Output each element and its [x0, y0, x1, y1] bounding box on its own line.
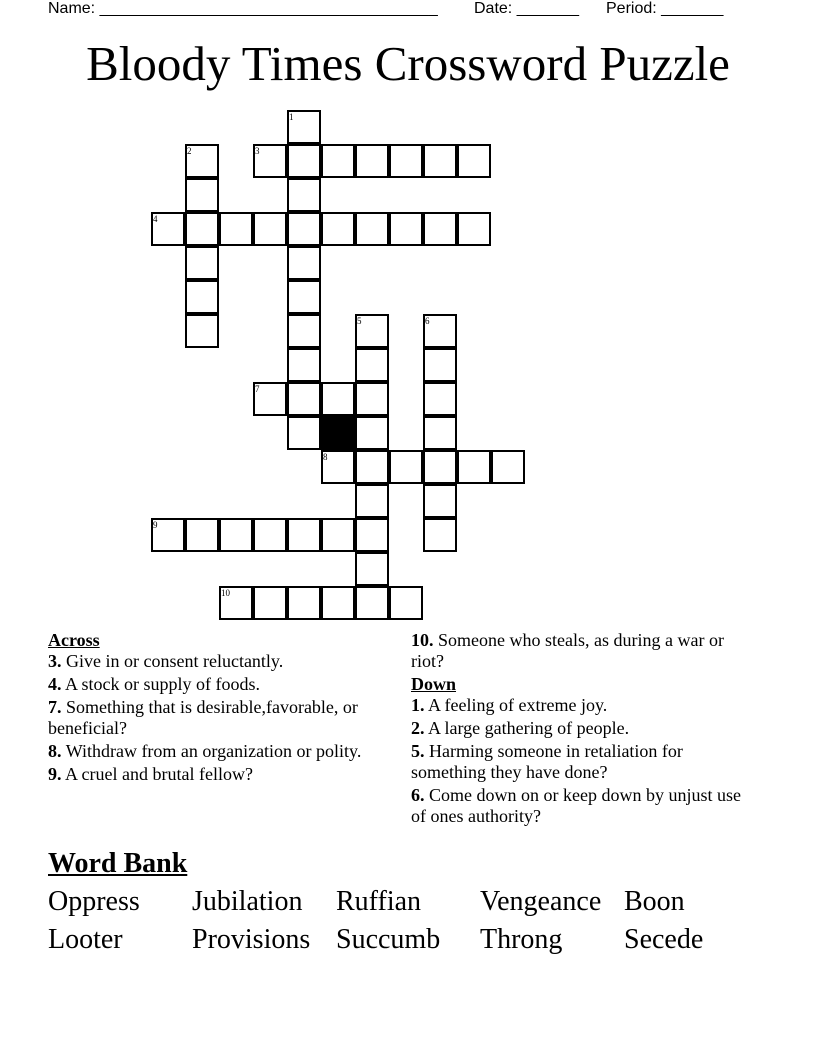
crossword-cell[interactable]	[185, 314, 219, 348]
page-title: Bloody Times Crossword Puzzle	[86, 36, 730, 91]
crossword-cell[interactable]	[287, 382, 321, 416]
word-bank-word: Ruffian	[336, 886, 422, 917]
clue-across-10: 10. Someone who steals, as during a war or riot?	[411, 630, 724, 671]
clue-number-3: 3	[255, 146, 260, 156]
crossword-cell[interactable]	[185, 280, 219, 314]
crossword-cell[interactable]	[185, 178, 219, 212]
crossword-cell[interactable]	[355, 348, 389, 382]
crossword-cell[interactable]	[457, 144, 491, 178]
across-clues	[48, 630, 378, 787]
crossword-cell[interactable]	[287, 280, 321, 314]
word-bank-word: Oppress	[48, 886, 140, 917]
crossword-cell[interactable]	[321, 144, 355, 178]
crossword-cell[interactable]	[287, 212, 321, 246]
clue-across-3: 3. Give in or consent reluctantly.	[48, 651, 284, 671]
crossword-cell[interactable]	[423, 416, 457, 450]
clue-number-1: 1	[289, 112, 294, 122]
clue-down-1: 1. A feeling of extreme joy.	[411, 695, 608, 715]
across-heading: Across	[48, 630, 100, 650]
crossword-cell[interactable]	[355, 484, 389, 518]
crossword-cell[interactable]	[355, 382, 389, 416]
clue-number-7: 7	[255, 384, 260, 394]
crossword-cell[interactable]	[287, 314, 321, 348]
clue-across-7: 7. Something that is desirable,favorable, or beneficial?	[48, 697, 358, 738]
crossword-cell[interactable]	[253, 586, 287, 620]
clue-number-5: 5	[357, 316, 362, 326]
crossword-cell[interactable]	[423, 144, 457, 178]
crossword-cell[interactable]	[253, 518, 287, 552]
crossword-cell[interactable]	[389, 586, 423, 620]
crossword-cell[interactable]	[287, 348, 321, 382]
black-cell	[321, 416, 355, 450]
word-bank-word: Vengeance	[480, 886, 602, 917]
crossword-cell[interactable]	[389, 450, 423, 484]
crossword-cell[interactable]	[423, 382, 457, 416]
date-field-label[interactable]: Date: _______	[474, 0, 579, 17]
crossword-cell[interactable]	[457, 450, 491, 484]
crossword-cell[interactable]	[287, 178, 321, 212]
crossword-cell[interactable]	[423, 348, 457, 382]
crossword-cell[interactable]	[389, 144, 423, 178]
word-bank-heading: Word Bank	[48, 848, 188, 879]
crossword-cell[interactable]	[287, 246, 321, 280]
clue-number-10: 10	[221, 588, 230, 598]
down-heading: Down	[411, 674, 457, 694]
crossword-cell[interactable]	[423, 450, 457, 484]
crossword-cell[interactable]	[355, 518, 389, 552]
crossword-cell[interactable]	[355, 416, 389, 450]
crossword-cell[interactable]	[287, 586, 321, 620]
crossword-cell[interactable]	[185, 246, 219, 280]
crossword-cell[interactable]	[355, 144, 389, 178]
clue-down-5: 5. Harming someone in retaliation for something they have done?	[411, 741, 683, 782]
clue-number-4: 4	[153, 214, 158, 224]
clue-number-8: 8	[323, 452, 328, 462]
word-bank-word: Provisions	[192, 924, 311, 955]
crossword-cell[interactable]	[355, 586, 389, 620]
crossword-cell[interactable]	[185, 518, 219, 552]
clue-number-6: 6	[425, 316, 430, 326]
crossword-cell[interactable]	[287, 416, 321, 450]
word-bank-word: Jubilation	[192, 886, 303, 917]
period-field-label[interactable]: Period: _______	[606, 0, 724, 17]
clue-across-9: 9. A cruel and brutal fellow?	[48, 764, 253, 784]
crossword-cell[interactable]	[253, 212, 287, 246]
crossword-cell[interactable]	[457, 212, 491, 246]
crossword-cell[interactable]	[321, 518, 355, 552]
word-bank-word: Throng	[480, 924, 563, 955]
crossword-cell[interactable]	[321, 586, 355, 620]
crossword-cell[interactable]	[287, 144, 321, 178]
crossword-cell[interactable]	[355, 212, 389, 246]
clue-across-4: 4. A stock or supply of foods.	[48, 674, 261, 694]
word-bank-word: Boon	[624, 886, 685, 917]
crossword-cell[interactable]	[355, 450, 389, 484]
crossword-cell[interactable]	[491, 450, 525, 484]
word-bank-word: Secede	[624, 924, 704, 955]
word-bank-word: Looter	[48, 924, 123, 955]
word-bank-word: Succumb	[336, 924, 441, 955]
crossword-cell[interactable]	[423, 484, 457, 518]
crossword-cell[interactable]	[355, 552, 389, 586]
crossword-cell[interactable]	[321, 212, 355, 246]
crossword-cell[interactable]	[287, 518, 321, 552]
clue-number-2: 2	[187, 146, 192, 156]
crossword-cell[interactable]	[219, 518, 253, 552]
clue-number-9: 9	[153, 520, 158, 530]
crossword-cell[interactable]	[185, 212, 219, 246]
crossword-cell[interactable]	[389, 212, 423, 246]
crossword-cell[interactable]	[423, 518, 457, 552]
down-clues	[411, 630, 751, 829]
crossword-cell[interactable]	[423, 212, 457, 246]
clue-across-8: 8. Withdraw from an organization or polity.	[48, 741, 362, 761]
name-field-label[interactable]: Name: ______________________________________	[48, 0, 438, 17]
crossword-cell[interactable]	[321, 382, 355, 416]
clue-down-2: 2. A large gathering of people.	[411, 718, 630, 738]
clue-down-6: 6. Come down on or keep down by unjust use of ones authority?	[411, 785, 741, 826]
crossword-cell[interactable]	[219, 212, 253, 246]
